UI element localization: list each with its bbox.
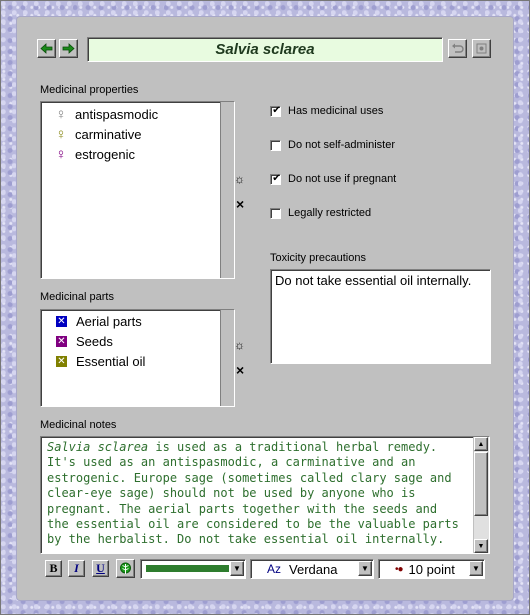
parts-side-strip <box>220 310 234 406</box>
female-symbol-icon: ♀ <box>55 126 67 143</box>
checkbox-box[interactable]: ✔ <box>270 106 281 117</box>
female-symbol-icon: ♀ <box>55 146 67 163</box>
list-item[interactable]: ✕ Seeds <box>57 334 113 349</box>
size-dropdown-arrow[interactable]: ▼ <box>469 561 483 576</box>
checkbox-box[interactable]: ✔ <box>270 174 281 185</box>
essential-oil-icon: ✕ <box>57 356 66 367</box>
record-icon <box>476 43 487 54</box>
size-icon: •● <box>395 563 403 575</box>
font-size-value: 10 point <box>408 561 455 577</box>
add-part-icon[interactable]: ☼ <box>234 338 245 352</box>
underline-button[interactable]: U <box>92 560 109 577</box>
font-dropdown-arrow[interactable]: ▼ <box>358 561 372 576</box>
toxicity-text: Do not take essential oil internally. <box>275 273 472 288</box>
female-symbol-icon: ♀ <box>55 106 67 123</box>
italic-button[interactable]: I <box>68 560 85 577</box>
color-picker-combo[interactable] <box>140 559 246 579</box>
color-dropdown-arrow[interactable]: ▼ <box>230 561 244 576</box>
record-button[interactable] <box>472 39 491 58</box>
list-item[interactable]: ✕ Aerial parts <box>57 314 142 329</box>
undo-button[interactable] <box>448 39 467 58</box>
legally-restricted-checkbox[interactable]: Legally restricted <box>270 207 371 219</box>
list-item[interactable]: ♀ antispasmodic <box>55 106 159 123</box>
properties-list[interactable] <box>40 101 235 279</box>
list-item[interactable]: ✕ Essential oil <box>57 354 146 369</box>
record-title-field[interactable] <box>87 37 443 62</box>
scroll-up-button[interactable]: ▲ <box>474 437 488 451</box>
do-not-use-if-pregnant-checkbox[interactable]: ✔ Do not use if pregnant <box>270 173 396 185</box>
seeds-icon: ✕ <box>57 336 66 347</box>
font-family-combo[interactable] <box>250 559 374 579</box>
remove-part-icon[interactable]: × <box>236 362 245 378</box>
forward-arrow-icon <box>62 43 75 54</box>
notes-label: Medicinal notes <box>40 419 117 431</box>
list-item[interactable]: ♀ carminative <box>55 126 142 143</box>
properties-side-strip <box>220 102 234 278</box>
scroll-down-button[interactable]: ▼ <box>474 539 488 553</box>
back-arrow-icon <box>40 43 53 54</box>
font-size-combo[interactable] <box>378 559 485 579</box>
list-item[interactable]: ♀ estrogenic <box>55 146 135 163</box>
bold-button[interactable]: B <box>45 560 62 577</box>
forward-button[interactable] <box>59 39 78 58</box>
main-panel <box>17 17 513 600</box>
undo-icon <box>451 43 464 54</box>
back-button[interactable] <box>37 39 56 58</box>
checkbox-box[interactable] <box>270 140 281 151</box>
font-icon: Az <box>267 562 282 576</box>
color-swatch <box>146 565 229 572</box>
add-property-icon[interactable]: ☼ <box>234 172 245 186</box>
properties-label: Medicinal properties <box>40 84 139 96</box>
toxicity-field[interactable] <box>270 269 491 364</box>
scroll-thumb[interactable] <box>474 452 488 516</box>
parts-list[interactable] <box>40 309 235 407</box>
remove-property-icon[interactable]: × <box>236 196 245 212</box>
style-button[interactable] <box>116 559 135 578</box>
notes-scrollbar[interactable] <box>473 437 489 553</box>
aerial-parts-icon: ✕ <box>57 316 66 327</box>
checkbox-box[interactable] <box>270 208 281 219</box>
record-title: Salvia sclarea <box>215 41 315 58</box>
notes-editor[interactable] <box>40 436 490 554</box>
notes-text: Salvia sclarea is used as a traditional herbal remedy. It's used as an antispasmodic, a carminative and an estrogenic. Europe sage (sometimes called clary sage and clear-eye sage) should not be used by anyone who is pregnant. The aerial parts together with the seeds and the essential oil are considered to be the valuable parts by the herbalist. Do not take essential oil internally. <box>47 440 459 547</box>
leaf-icon <box>119 562 132 575</box>
do-not-self-administer-checkbox[interactable]: Do not self-administer <box>270 139 395 151</box>
toxicity-label: Toxicity precautions <box>270 252 366 264</box>
has-medicinal-uses-checkbox[interactable]: ✔ Has medicinal uses <box>270 105 383 117</box>
font-name: Verdana <box>289 561 338 577</box>
parts-label: Medicinal parts <box>40 291 114 303</box>
